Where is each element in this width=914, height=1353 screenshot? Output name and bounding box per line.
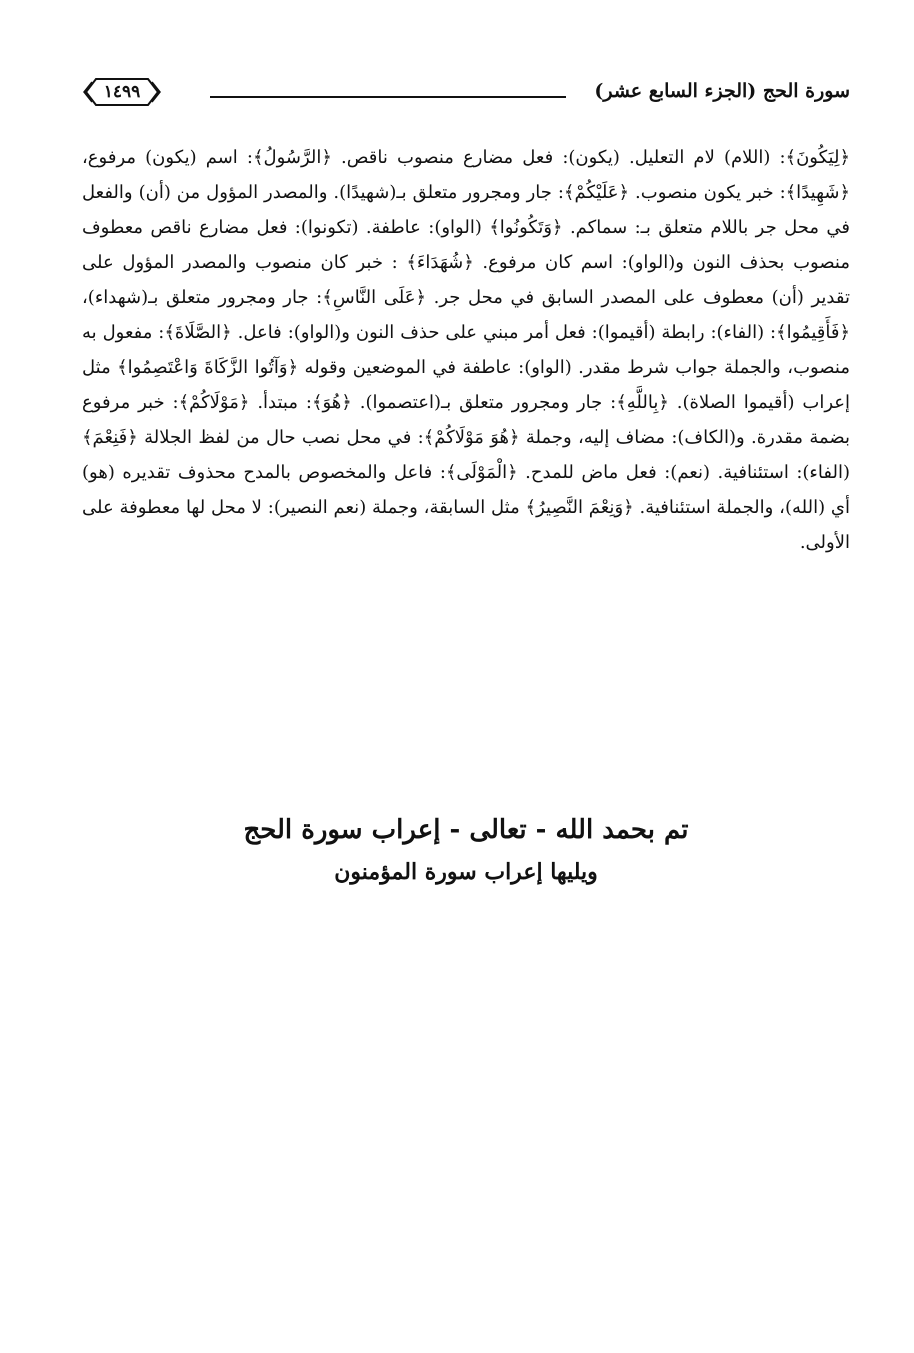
running-title: سورة الحج (الجزء السابع عشر) bbox=[594, 80, 850, 102]
page-header bbox=[82, 72, 850, 118]
closing-title: تم بحمد الله - تعالى - إعراب سورة الحج bbox=[243, 815, 689, 845]
closing-section bbox=[82, 808, 850, 892]
irab-paragraph: ﴿لِيَكُونَ﴾: (اللام) لام التعليل. (يكون): فعل مضارع منصوب ناقص. ﴿الرَّسُولُ﴾: اسم (يكون) مرفوع، ﴿شَهِيدًا﴾: خبر يكون منصوب. ﴿عَلَيْكُمْ﴾: جار ومجرور متعلق بـ(شهيدًا). والمصدر المؤول من (أن) والفعل في محل جر باللام متعلق بـ: سماكم. ﴿وَتَكُونُوا﴾ (الواو): عاطفة. (تكونوا): فعل مضارع ناقص معطوف منصوب بحذف النون و(الواو): اسم كان مرفوع. ﴿شُهَدَاءَ﴾ : خبر كان منصوب والمصدر المؤول على تقدير (أن) معطوف على المصدر السابق في محل جر. ﴿عَلَى النَّاسِ﴾: جار ومجرور متعلق بـ(شهداء)، ﴿فَأَقِيمُوا﴾: (الفاء): رابطة (أقيموا): فعل أمر مبني على حذف النون و(الواو): فاعل. ﴿الصَّلَاةَ﴾: مفعول به منصوب، والجملة جواب شرط مقدر. (الواو): عاطفة في الموضعين وقوله ﴿وَآتُوا الزَّكَاةَ وَاعْتَصِمُوا﴾ مثل إعراب (أقيموا الصلاة). ﴿بِاللَّهِ﴾: جار ومجرور متعلق بـ(اعتصموا). ﴿هُوَ﴾: مبتدأ. ﴿مَوْلَاكُمْ﴾: خبر مرفوع بضمة مقدرة. و(الكاف): مضاف إليه، وجملة ﴿هُوَ مَوْلَاكُمْ﴾: في محل نصب حال من لفظ الجلالة ﴿فَنِعْمَ﴾ (الفاء): استئنافية. (نعم): فعل ماض للمدح. ﴿الْمَوْلَى﴾: فاعل والمخصوص بالمدح محذوف تقديره (هو) أي (الله)، والجملة استئنافية. ﴿وَنِعْمَ النَّصِيرُ﴾ مثل السابقة، وجملة (نعم النصير): لا محل لها معطوفة على الأولى. bbox=[82, 147, 850, 553]
closing-subtitle: ويليها إعراب سورة المؤمنون bbox=[334, 859, 598, 885]
page-number: ١٤٩٩ bbox=[103, 82, 141, 102]
header-rule bbox=[210, 96, 566, 98]
page-number-badge bbox=[82, 76, 162, 108]
